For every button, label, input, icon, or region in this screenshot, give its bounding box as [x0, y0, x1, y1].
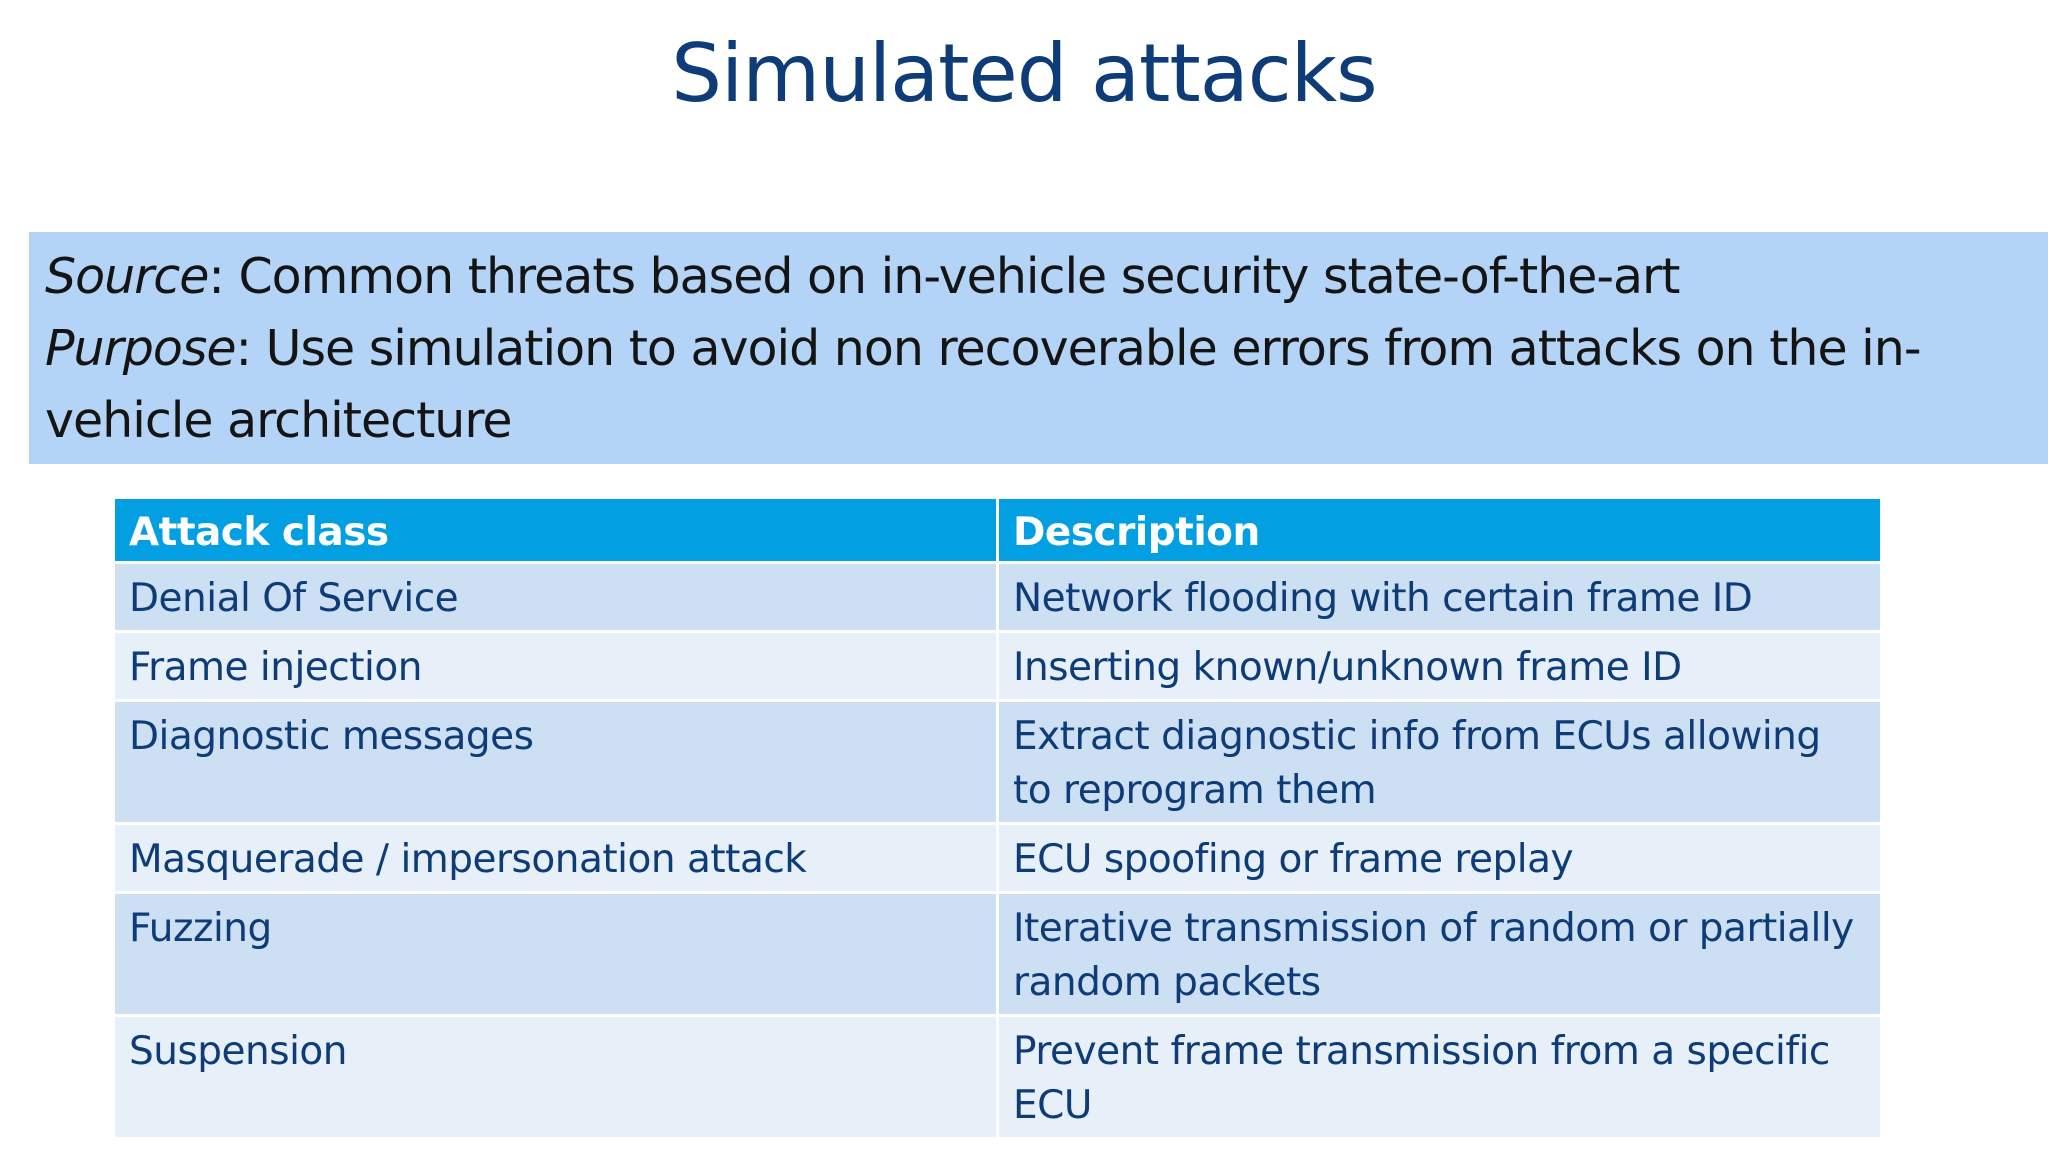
description-cell: Network flooding with certain frame ID [998, 563, 1882, 632]
table-row [114, 563, 1882, 632]
attack-class-cell: Diagnostic messages [114, 701, 998, 824]
description-cell: Prevent frame transmission from a specific ECU [998, 1016, 1882, 1139]
table-row [114, 632, 1882, 701]
description-cell: Extract diagnostic info from ECUs allowing to reprogram them [998, 701, 1882, 824]
attack-class-cell: Suspension [114, 1016, 998, 1139]
attacks-table [112, 496, 1883, 1140]
table-row [114, 701, 1882, 824]
table-row [114, 1016, 1882, 1139]
table-row [114, 824, 1882, 893]
purpose-text: : Use simulation to avoid non recoverable errors from attacks on the in- [235, 320, 1921, 377]
table-row [114, 893, 1882, 1016]
description-cell: Iterative transmission of random or partially random packets [998, 893, 1882, 1016]
table-header-row [114, 498, 1882, 563]
source-text: : Common threats based on in-vehicle security state-of-the-art [208, 248, 1680, 305]
header-description: Description [998, 498, 1882, 563]
description-cell: ECU spoofing or frame replay [998, 824, 1882, 893]
intro-box [29, 232, 2048, 464]
attack-class-cell: Masquerade / impersonation attack [114, 824, 998, 893]
attack-class-cell: Frame injection [114, 632, 998, 701]
description-cell: Inserting known/unknown frame ID [998, 632, 1882, 701]
purpose-term: Purpose [45, 320, 236, 377]
attack-class-cell: Denial Of Service [114, 563, 998, 632]
header-attack-class: Attack class [114, 498, 998, 563]
source-term: Source [45, 248, 209, 305]
source-line [45, 241, 2048, 313]
purpose-line [45, 313, 2048, 385]
slide-title: Simulated attacks [671, 27, 1377, 120]
purpose-line-continued: vehicle architecture [45, 392, 512, 449]
attack-class-cell: Fuzzing [114, 893, 998, 1016]
